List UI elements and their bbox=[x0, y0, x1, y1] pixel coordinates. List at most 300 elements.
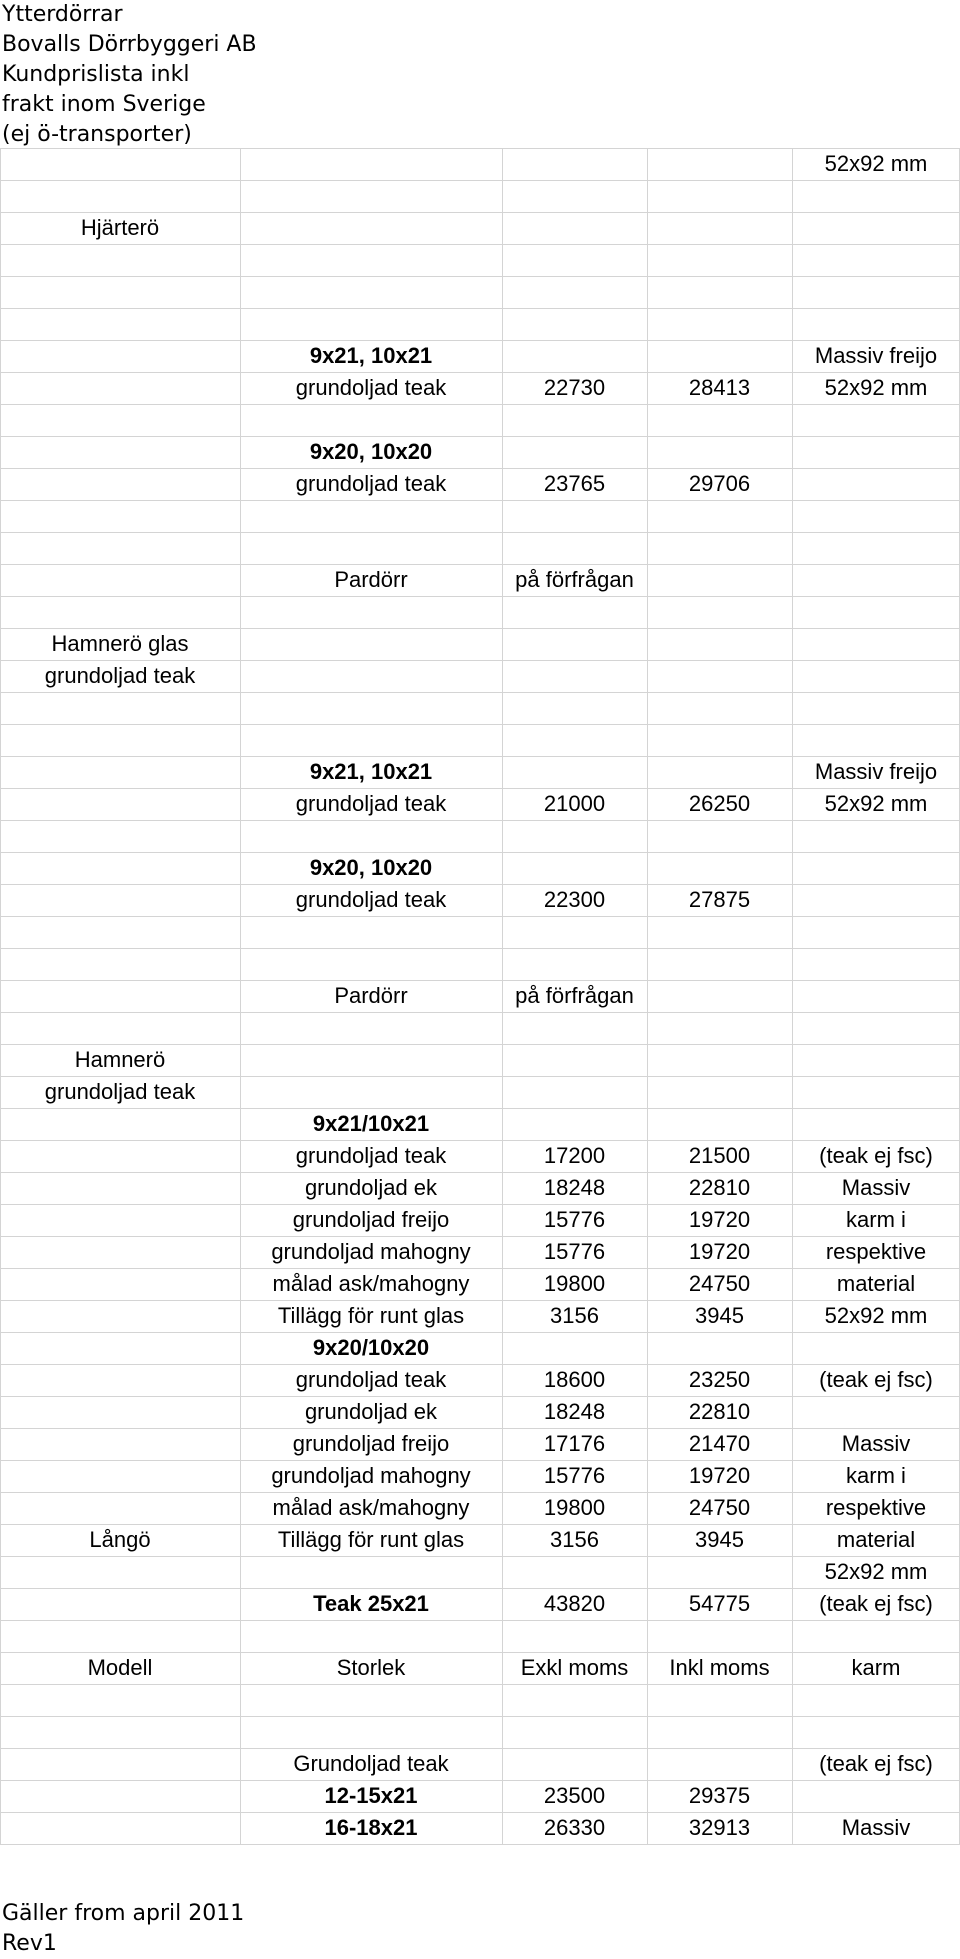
table-cell: grundoljad teak bbox=[295, 887, 447, 912]
table-cell bbox=[502, 916, 647, 948]
table-cell bbox=[240, 212, 502, 244]
table-cell bbox=[647, 212, 792, 244]
table-cell bbox=[502, 1556, 647, 1588]
table-cell bbox=[240, 948, 502, 980]
table-cell bbox=[240, 404, 502, 436]
table-cell bbox=[240, 1012, 502, 1044]
table-cell bbox=[792, 1108, 960, 1140]
table-cell bbox=[792, 1780, 960, 1812]
table-cell bbox=[502, 340, 647, 372]
table-cell bbox=[502, 404, 647, 436]
table-cell: 21470 bbox=[688, 1431, 751, 1456]
table-cell bbox=[792, 660, 960, 692]
table-cell bbox=[502, 212, 647, 244]
table-cell: 29706 bbox=[688, 471, 751, 496]
table-cell bbox=[0, 852, 240, 884]
table-cell bbox=[0, 404, 240, 436]
header-line: Ytterdörrar bbox=[2, 2, 123, 27]
table-cell bbox=[647, 660, 792, 692]
table-cell bbox=[240, 596, 502, 628]
table-row bbox=[0, 884, 960, 916]
table-cell bbox=[647, 1748, 792, 1780]
table-cell bbox=[502, 532, 647, 564]
table-cell: Hamnerö bbox=[74, 1047, 166, 1072]
table-cell: Pardörr bbox=[334, 983, 408, 1008]
table-cell bbox=[792, 276, 960, 308]
footer-line: Gäller from april 2011 bbox=[2, 1901, 245, 1926]
table-row bbox=[0, 180, 960, 212]
table-cell: 22300 bbox=[543, 887, 606, 912]
table-cell bbox=[0, 180, 240, 212]
table-cell: 52x92 mm bbox=[824, 151, 928, 176]
table-cell bbox=[792, 1620, 960, 1652]
table-cell: 22810 bbox=[688, 1399, 751, 1424]
table-row bbox=[0, 372, 960, 404]
table-row bbox=[0, 148, 960, 180]
table-cell: 19720 bbox=[688, 1463, 751, 1488]
table-cell bbox=[240, 308, 502, 340]
table-cell bbox=[0, 1300, 240, 1332]
table-row bbox=[0, 1236, 960, 1268]
table-cell bbox=[792, 1012, 960, 1044]
table-cell bbox=[647, 308, 792, 340]
table-row bbox=[0, 308, 960, 340]
table-cell bbox=[502, 308, 647, 340]
table-cell bbox=[502, 1684, 647, 1716]
table-cell bbox=[240, 1620, 502, 1652]
table-cell: grundoljad teak bbox=[295, 791, 447, 816]
table-cell bbox=[240, 1716, 502, 1748]
table-cell bbox=[792, 436, 960, 468]
table-cell: Exkl moms bbox=[520, 1655, 629, 1680]
table-cell: karm i bbox=[846, 1463, 906, 1488]
table-cell bbox=[502, 148, 647, 180]
table-cell bbox=[647, 532, 792, 564]
table-cell: material bbox=[836, 1271, 916, 1296]
table-cell bbox=[0, 436, 240, 468]
table-cell bbox=[792, 1332, 960, 1364]
document-header bbox=[2, 0, 257, 150]
table-cell: 9x21, 10x21 bbox=[309, 343, 433, 368]
table-cell: Massiv bbox=[841, 1815, 911, 1840]
table-row bbox=[0, 788, 960, 820]
table-cell: på förfrågan bbox=[515, 983, 634, 1008]
table-cell bbox=[240, 1684, 502, 1716]
table-cell: 29375 bbox=[688, 1783, 751, 1808]
table-cell bbox=[647, 852, 792, 884]
table-cell bbox=[647, 244, 792, 276]
table-cell bbox=[0, 596, 240, 628]
table-cell bbox=[502, 1620, 647, 1652]
table-row bbox=[0, 404, 960, 436]
table-cell: (teak ej fsc) bbox=[819, 1591, 933, 1616]
table-cell bbox=[792, 1044, 960, 1076]
table-cell bbox=[240, 1044, 502, 1076]
table-cell bbox=[0, 468, 240, 500]
table-cell: Massiv bbox=[841, 1175, 911, 1200]
table-cell bbox=[647, 340, 792, 372]
table-cell bbox=[647, 596, 792, 628]
table-cell bbox=[0, 1428, 240, 1460]
table-cell bbox=[502, 1012, 647, 1044]
table-cell bbox=[647, 756, 792, 788]
table-cell bbox=[792, 564, 960, 596]
table-cell bbox=[0, 564, 240, 596]
table-cell bbox=[0, 148, 240, 180]
table-cell: grundoljad teak bbox=[44, 1079, 196, 1104]
table-cell: 23250 bbox=[688, 1367, 751, 1392]
table-row bbox=[0, 1332, 960, 1364]
table-cell bbox=[647, 1108, 792, 1140]
table-cell: 52x92 mm bbox=[824, 791, 928, 816]
table-row bbox=[0, 1108, 960, 1140]
table-cell bbox=[792, 884, 960, 916]
table-cell bbox=[647, 724, 792, 756]
table-row bbox=[0, 1396, 960, 1428]
table-cell: 52x92 mm bbox=[824, 375, 928, 400]
table-cell bbox=[647, 276, 792, 308]
table-row bbox=[0, 628, 960, 660]
table-cell bbox=[502, 820, 647, 852]
table-row bbox=[0, 1588, 960, 1620]
table-cell bbox=[0, 948, 240, 980]
table-cell bbox=[0, 1172, 240, 1204]
table-cell bbox=[502, 1716, 647, 1748]
table-cell: Modell bbox=[87, 1655, 153, 1680]
table-cell: 19720 bbox=[688, 1239, 751, 1264]
table-cell bbox=[792, 852, 960, 884]
header-line: Bovalls Dörrbyggeri AB bbox=[2, 32, 257, 57]
table-cell bbox=[792, 820, 960, 852]
table-cell: 27875 bbox=[688, 887, 751, 912]
table-cell bbox=[240, 660, 502, 692]
table-cell bbox=[502, 660, 647, 692]
table-cell bbox=[502, 1748, 647, 1780]
table-cell: grundoljad teak bbox=[295, 375, 447, 400]
table-cell bbox=[240, 500, 502, 532]
table-cell bbox=[647, 180, 792, 212]
table-cell: 22730 bbox=[543, 375, 606, 400]
header-line: (ej ö-transporter) bbox=[2, 122, 192, 147]
table-row bbox=[0, 1620, 960, 1652]
table-cell bbox=[0, 1716, 240, 1748]
table-cell: (teak ej fsc) bbox=[819, 1751, 933, 1776]
table-cell bbox=[0, 1492, 240, 1524]
table-cell: 9x21, 10x21 bbox=[309, 759, 433, 784]
table-cell bbox=[0, 724, 240, 756]
table-cell: 3945 bbox=[695, 1527, 744, 1552]
table-cell bbox=[240, 724, 502, 756]
table-row bbox=[0, 820, 960, 852]
table-cell: grundoljad ek bbox=[304, 1175, 438, 1200]
table-cell bbox=[647, 1684, 792, 1716]
table-cell: Hjärterö bbox=[80, 215, 160, 240]
table-row bbox=[0, 1460, 960, 1492]
table-cell bbox=[792, 244, 960, 276]
table-cell: 26250 bbox=[688, 791, 751, 816]
table-cell: 9x20/10x20 bbox=[312, 1335, 430, 1360]
table-cell: 9x20, 10x20 bbox=[309, 855, 433, 880]
table-cell bbox=[0, 1108, 240, 1140]
table-cell: 23500 bbox=[543, 1783, 606, 1808]
grid-line bbox=[0, 1844, 960, 1845]
table-cell bbox=[792, 212, 960, 244]
table-cell: material bbox=[836, 1527, 916, 1552]
table-cell: 54775 bbox=[688, 1591, 751, 1616]
table-cell: 22810 bbox=[688, 1175, 751, 1200]
table-cell bbox=[0, 372, 240, 404]
table-row bbox=[0, 1652, 960, 1684]
table-row bbox=[0, 276, 960, 308]
header-line: Kundprislista inkl bbox=[2, 62, 190, 87]
table-cell: Tillägg för runt glas bbox=[277, 1303, 465, 1328]
table-cell: 9x20, 10x20 bbox=[309, 439, 433, 464]
table-cell: karm bbox=[851, 1655, 901, 1680]
table-cell bbox=[647, 692, 792, 724]
table-cell: 32913 bbox=[688, 1815, 751, 1840]
table-cell bbox=[792, 500, 960, 532]
table-row bbox=[0, 244, 960, 276]
table-cell: respektive bbox=[825, 1239, 927, 1264]
table-row bbox=[0, 468, 960, 500]
table-cell: Inkl moms bbox=[669, 1655, 770, 1680]
table-cell bbox=[0, 1812, 240, 1844]
table-cell bbox=[647, 148, 792, 180]
table-cell bbox=[792, 916, 960, 948]
table-cell: målad ask/mahogny bbox=[272, 1495, 470, 1520]
table-cell bbox=[240, 148, 502, 180]
table-cell bbox=[240, 916, 502, 948]
table-cell bbox=[0, 1620, 240, 1652]
table-cell bbox=[502, 852, 647, 884]
table-cell bbox=[0, 500, 240, 532]
table-cell bbox=[240, 532, 502, 564]
table-cell bbox=[502, 724, 647, 756]
table-cell bbox=[792, 628, 960, 660]
table-row bbox=[0, 1524, 960, 1556]
table-cell bbox=[0, 532, 240, 564]
table-cell bbox=[0, 276, 240, 308]
table-cell bbox=[792, 532, 960, 564]
table-cell bbox=[240, 1076, 502, 1108]
table-cell bbox=[647, 1332, 792, 1364]
table-cell: 52x92 mm bbox=[824, 1303, 928, 1328]
table-row bbox=[0, 1172, 960, 1204]
table-row bbox=[0, 596, 960, 628]
table-cell bbox=[647, 628, 792, 660]
table-cell: grundoljad teak bbox=[295, 1143, 447, 1168]
table-cell bbox=[647, 500, 792, 532]
table-cell bbox=[502, 500, 647, 532]
table-cell bbox=[502, 596, 647, 628]
table-cell: 18248 bbox=[543, 1175, 606, 1200]
table-cell: Tillägg för runt glas bbox=[277, 1527, 465, 1552]
table-cell: 15776 bbox=[543, 1463, 606, 1488]
table-cell bbox=[0, 1780, 240, 1812]
table-cell bbox=[792, 180, 960, 212]
table-cell: 9x21/10x21 bbox=[312, 1111, 430, 1136]
table-cell bbox=[0, 1364, 240, 1396]
table-cell bbox=[502, 1332, 647, 1364]
table-cell bbox=[647, 436, 792, 468]
table-cell: Grundoljad teak bbox=[293, 1751, 449, 1776]
table-cell: 16-18x21 bbox=[324, 1815, 418, 1840]
table-row bbox=[0, 1012, 960, 1044]
table-cell: grundoljad teak bbox=[44, 663, 196, 688]
table-cell bbox=[502, 244, 647, 276]
table-cell bbox=[792, 1716, 960, 1748]
table-cell bbox=[0, 820, 240, 852]
table-row bbox=[0, 980, 960, 1012]
table-cell bbox=[240, 820, 502, 852]
table-cell bbox=[240, 180, 502, 212]
table-cell bbox=[647, 1044, 792, 1076]
table-cell bbox=[0, 1396, 240, 1428]
table-row bbox=[0, 1780, 960, 1812]
table-cell: 18600 bbox=[543, 1367, 606, 1392]
table-cell bbox=[792, 1076, 960, 1108]
table-row bbox=[0, 1204, 960, 1236]
table-cell: 43820 bbox=[543, 1591, 606, 1616]
table-cell bbox=[240, 244, 502, 276]
table-cell: karm i bbox=[846, 1207, 906, 1232]
table-cell: 19800 bbox=[543, 1495, 606, 1520]
table-cell: 19720 bbox=[688, 1207, 751, 1232]
table-cell bbox=[0, 884, 240, 916]
table-cell: grundoljad mahogny bbox=[271, 1239, 471, 1264]
table-cell bbox=[792, 596, 960, 628]
table-cell bbox=[502, 948, 647, 980]
table-cell bbox=[240, 276, 502, 308]
table-cell: 24750 bbox=[688, 1271, 751, 1296]
table-cell bbox=[647, 820, 792, 852]
table-row bbox=[0, 564, 960, 596]
table-cell bbox=[0, 692, 240, 724]
table-cell bbox=[240, 628, 502, 660]
table-row bbox=[0, 340, 960, 372]
table-cell: 21000 bbox=[543, 791, 606, 816]
table-cell: 19800 bbox=[543, 1271, 606, 1296]
table-cell: Pardörr bbox=[334, 567, 408, 592]
table-cell bbox=[0, 1684, 240, 1716]
table-row bbox=[0, 1812, 960, 1844]
table-cell: grundoljad freijo bbox=[292, 1207, 450, 1232]
table-cell bbox=[792, 692, 960, 724]
table-row bbox=[0, 1716, 960, 1748]
table-cell bbox=[0, 308, 240, 340]
table-cell: grundoljad mahogny bbox=[271, 1463, 471, 1488]
table-cell bbox=[792, 980, 960, 1012]
table-row bbox=[0, 212, 960, 244]
table-cell bbox=[0, 244, 240, 276]
table-row bbox=[0, 756, 960, 788]
table-cell bbox=[792, 948, 960, 980]
table-cell bbox=[0, 1012, 240, 1044]
table-cell bbox=[0, 1204, 240, 1236]
table-cell bbox=[502, 276, 647, 308]
table-cell bbox=[647, 980, 792, 1012]
table-cell bbox=[647, 564, 792, 596]
table-cell: 3156 bbox=[550, 1527, 599, 1552]
table-cell bbox=[647, 1076, 792, 1108]
table-cell: 3156 bbox=[550, 1303, 599, 1328]
table-cell: 18248 bbox=[543, 1399, 606, 1424]
table-row bbox=[0, 1428, 960, 1460]
footer-line: Rev1 bbox=[2, 1931, 57, 1956]
table-cell: Teak 25x21 bbox=[313, 1591, 429, 1616]
table-cell: 3945 bbox=[695, 1303, 744, 1328]
table-cell bbox=[647, 1716, 792, 1748]
table-row bbox=[0, 532, 960, 564]
table-cell bbox=[0, 1236, 240, 1268]
table-row bbox=[0, 916, 960, 948]
table-cell: grundoljad ek bbox=[304, 1399, 438, 1424]
table-cell: 12-15x21 bbox=[324, 1783, 418, 1808]
table-row bbox=[0, 948, 960, 980]
table-cell bbox=[0, 1556, 240, 1588]
table-cell bbox=[502, 1044, 647, 1076]
table-cell: respektive bbox=[825, 1495, 927, 1520]
table-cell: Storlek bbox=[336, 1655, 406, 1680]
table-cell bbox=[0, 788, 240, 820]
table-cell bbox=[502, 692, 647, 724]
table-cell bbox=[647, 1012, 792, 1044]
table-cell bbox=[0, 1460, 240, 1492]
table-cell bbox=[502, 756, 647, 788]
table-row bbox=[0, 1556, 960, 1588]
table-cell: grundoljad teak bbox=[295, 1367, 447, 1392]
table-cell: 15776 bbox=[543, 1207, 606, 1232]
table-cell bbox=[0, 340, 240, 372]
table-cell: grundoljad freijo bbox=[292, 1431, 450, 1456]
table-cell: 23765 bbox=[543, 471, 606, 496]
table-cell: (teak ej fsc) bbox=[819, 1367, 933, 1392]
table-cell: 52x92 mm bbox=[824, 1559, 928, 1584]
table-cell bbox=[647, 1620, 792, 1652]
table-cell bbox=[647, 916, 792, 948]
table-cell: 26330 bbox=[543, 1815, 606, 1840]
table-cell bbox=[647, 404, 792, 436]
table-cell bbox=[0, 980, 240, 1012]
table-cell bbox=[647, 948, 792, 980]
table-row bbox=[0, 500, 960, 532]
table-cell bbox=[792, 1684, 960, 1716]
table-cell bbox=[0, 1268, 240, 1300]
table-row bbox=[0, 1300, 960, 1332]
table-row bbox=[0, 1748, 960, 1780]
table-row bbox=[0, 1044, 960, 1076]
table-cell bbox=[792, 1396, 960, 1428]
table-cell bbox=[0, 756, 240, 788]
table-cell bbox=[502, 1108, 647, 1140]
table-cell bbox=[792, 308, 960, 340]
table-cell bbox=[0, 1140, 240, 1172]
table-row bbox=[0, 724, 960, 756]
table-cell: 28413 bbox=[688, 375, 751, 400]
table-cell bbox=[240, 692, 502, 724]
table-cell: 15776 bbox=[543, 1239, 606, 1264]
table-cell bbox=[0, 1332, 240, 1364]
table-row bbox=[0, 1076, 960, 1108]
table-cell: 17200 bbox=[543, 1143, 606, 1168]
table-row bbox=[0, 1140, 960, 1172]
table-cell: (teak ej fsc) bbox=[819, 1143, 933, 1168]
header-line: frakt inom Sverige bbox=[2, 92, 206, 117]
table-cell bbox=[792, 468, 960, 500]
table-cell: Hamnerö glas bbox=[51, 631, 189, 656]
price-table bbox=[0, 148, 960, 1844]
table-cell: 17176 bbox=[543, 1431, 606, 1456]
